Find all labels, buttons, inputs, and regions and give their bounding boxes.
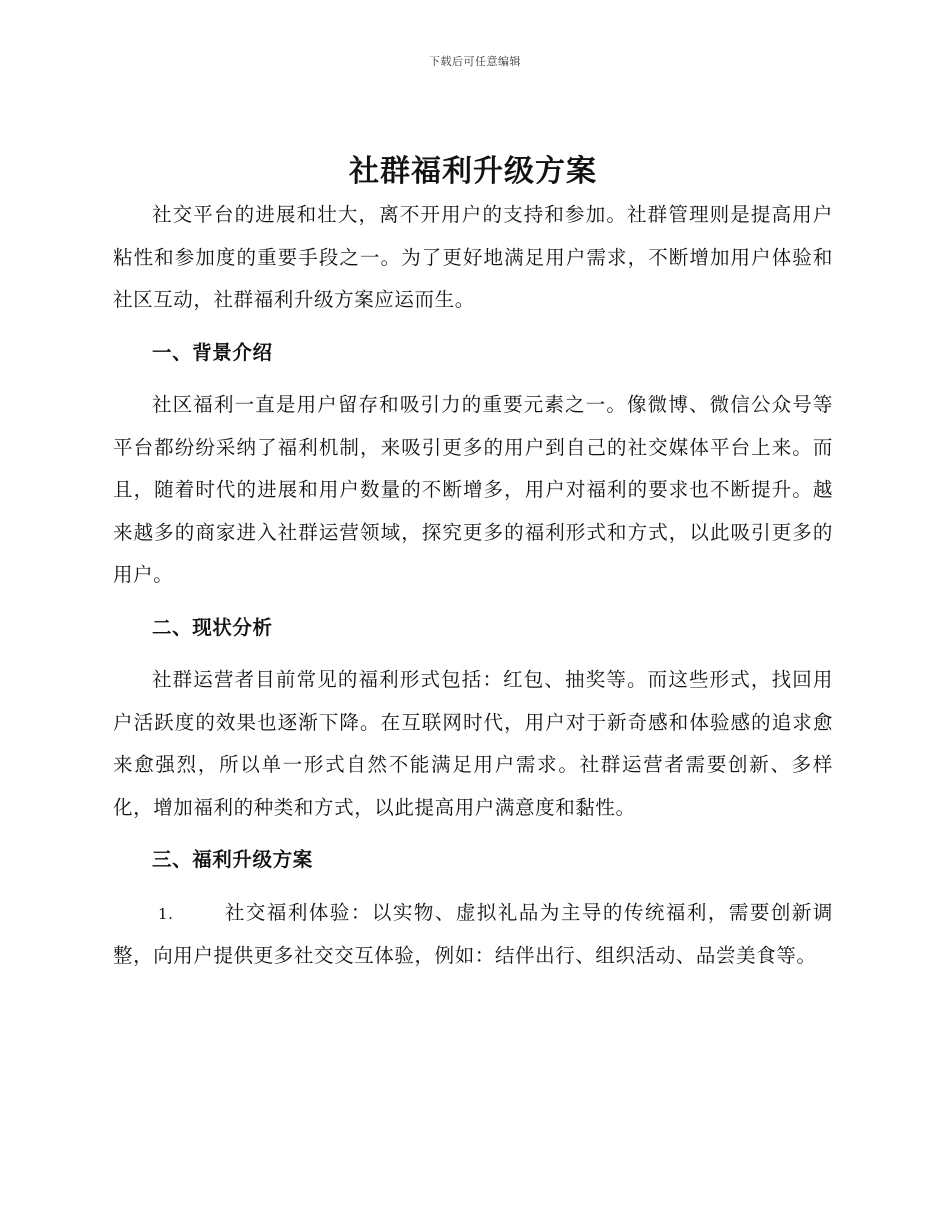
document-body xyxy=(113,150,833,978)
section-body-background: 社区福利一直是用户留存和吸引力的重要元素之一。像微博、微信公众号等平台都纷纷采纳了福利机制，来吸引更多的用户到自己的社交媒体平台上来。而且，随着时代的进展和用户数量的不断增多，用户对福利的要求也不断提升。越来越多的商家进入社群运营领域，探究更多的福利形式和方式，以此吸引更多的用户。 xyxy=(113,393,833,586)
list-item xyxy=(113,892,833,978)
section-heading-background: 一、背景介绍 xyxy=(152,340,273,364)
intro-paragraph: 社交平台的进展和壮大，离不开用户的支持和参加。社群管理则是提高用户粘性和参加度的重要手段之一。为了更好地满足用户需求，不断增加用户体验和社区互动，社群福利升级方案应运而生。 xyxy=(113,203,833,311)
section-heading-status: 二、现状分析 xyxy=(152,615,273,639)
header-note: 下载后可任意编辑 xyxy=(429,55,521,68)
section-body-status: 社群运营者目前常见的福利形式包括：红包、抽奖等。而这些形式，找回用户活跃度的效果也逐渐下降。在互联网时代，用户对于新奇感和体验感的追求愈来愈强烈，所以单一形式自然不能满足用户需求。社群运营者需要创新、多样化，增加福利的种类和方式，以此提高用户满意度和黏性。 xyxy=(113,668,833,819)
section-heading-plan: 三、福利升级方案 xyxy=(152,848,313,871)
list-item-number: 1. xyxy=(158,904,174,923)
list-item-text: 社交福利体验：以实物、虚拟礼品为主导的传统福利，需要创新调整，向用户提供更多社交交互体验，例如：结伴出行、组织活动、品尝美食等。 xyxy=(113,900,833,967)
document-title: 社群福利升级方案 xyxy=(349,154,597,189)
